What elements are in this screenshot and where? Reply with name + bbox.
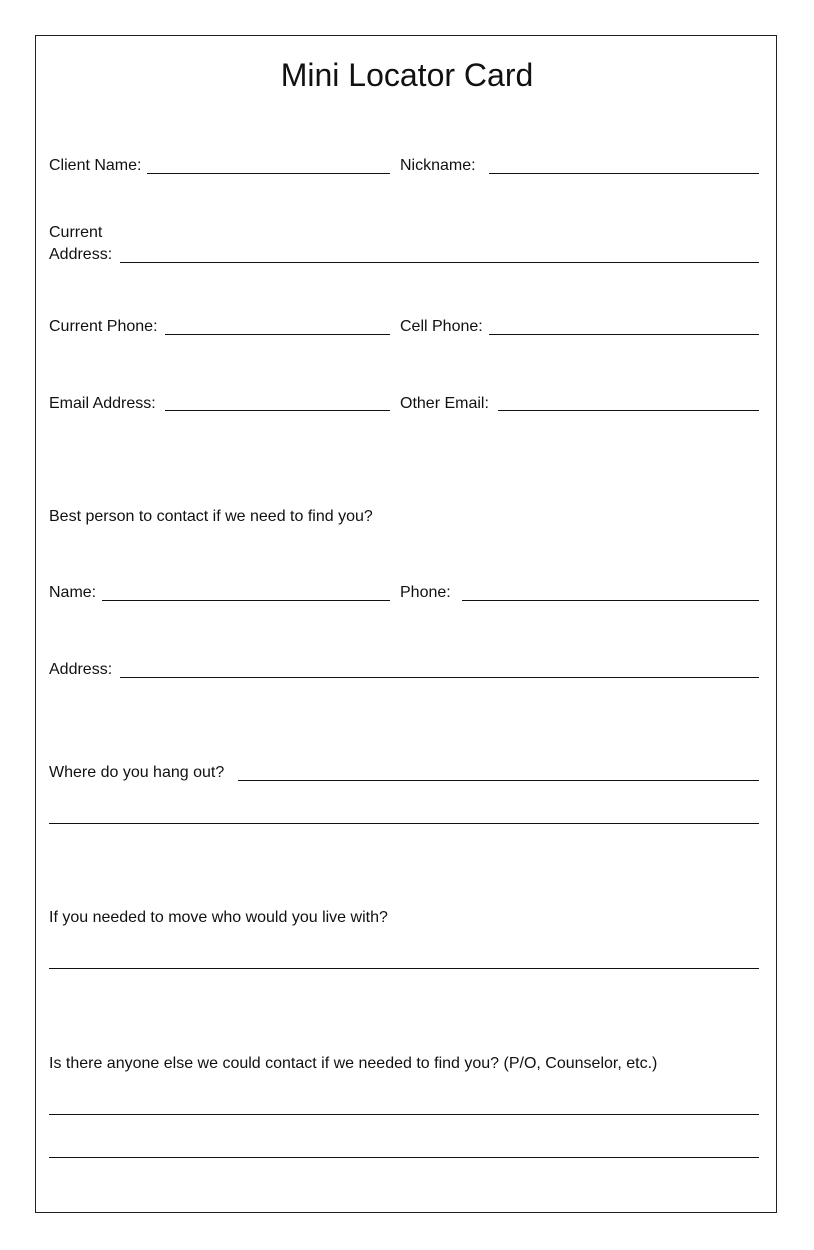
cell-phone-label: Cell Phone: <box>400 318 483 335</box>
locator-card <box>35 35 777 1213</box>
nickname-label: Nickname: <box>400 157 476 174</box>
email-address-label: Email Address: <box>49 395 156 412</box>
current-address-field[interactable] <box>120 262 759 263</box>
contact-phone-field[interactable] <box>462 600 759 601</box>
current-phone-field[interactable] <box>165 334 390 335</box>
move-question: If you needed to move who would you live with? <box>49 909 388 926</box>
email-address-field[interactable] <box>165 410 390 411</box>
contact-name-field[interactable] <box>102 600 390 601</box>
form-title: Mini Locator Card <box>280 57 534 93</box>
other-email-label: Other Email: <box>400 395 489 412</box>
current-address-label-line1: Current <box>49 224 103 241</box>
current-phone-label: Current Phone: <box>49 318 158 335</box>
move-field[interactable] <box>49 968 759 969</box>
contact-address-field[interactable] <box>120 677 759 678</box>
contact-question: Best person to contact if we need to find you? <box>49 508 373 525</box>
client-name-label: Client Name: <box>49 157 142 174</box>
hangout-field[interactable] <box>238 780 759 781</box>
other-contact-question: Is there anyone else we could contact if we needed to find you? (P/O, Counselor, etc.) <box>49 1055 658 1072</box>
hangout-field-line-2[interactable] <box>49 823 759 824</box>
current-address-label-line2: Address: <box>49 246 113 263</box>
client-name-field[interactable] <box>147 173 390 174</box>
contact-name-label: Name: <box>49 584 97 601</box>
hangout-question: Where do you hang out? <box>49 764 225 781</box>
other-contact-field-line-2[interactable] <box>49 1157 759 1158</box>
contact-phone-label: Phone: <box>400 584 451 601</box>
other-contact-field[interactable] <box>49 1114 759 1115</box>
contact-address-label: Address: <box>49 661 113 678</box>
cell-phone-field[interactable] <box>489 334 759 335</box>
other-email-field[interactable] <box>498 410 759 411</box>
nickname-field[interactable] <box>489 173 759 174</box>
